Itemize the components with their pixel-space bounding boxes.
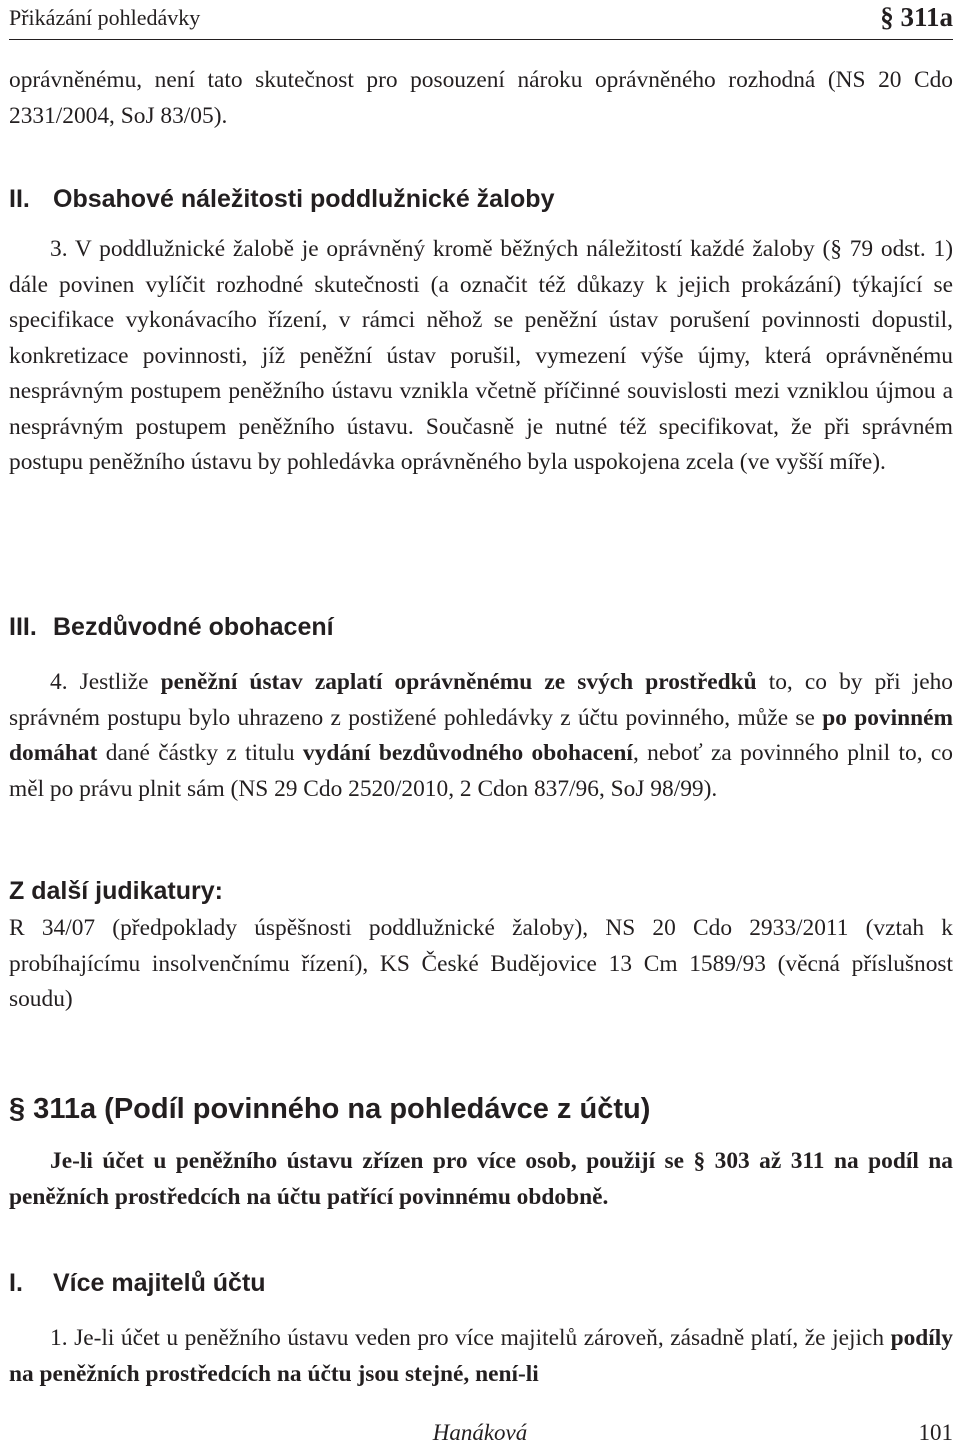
paragraph-3: 3. V poddlužnické žalobě je oprávněný kromě běžných náležitostí každé žaloby (§ 79 odst. 1) dále povinen vylíčit rozhodné skutečnosti (a označit též důkazy k jejich prokázání) týkající se specifikace vykonávacího řízení, v rámci něhož se peněžní ústav porušení povinnosti dopustil, konkretizace povinnosti, jíž peněžní ústav porušil, vymezení výše újmy, která oprávněnému nesprávným postupem peněžního ústavu vznikla včetně příčinné souvislosti mezi vzniklou újmou a nesprávným postupem peněžního ústavu. Současně je nutné též specifikovat, že při správném postupu peněžního ústavu by pohledávka oprávněného byla uspokojena zcela (ve vyšší míře). [9, 236, 953, 475]
section-heading-i [9, 1267, 953, 1299]
running-head-section: § 311a [880, 2, 953, 32]
para-4-emphasis: peněžní ústav zaplatí oprávněnému ze svých prostředků [160, 669, 757, 695]
para-4-text: to, co by při jeho správném postupu bylo uhrazeno z postižené pohledávky z účtu povinného, může se [9, 669, 953, 731]
paragraph-4 [9, 665, 953, 807]
section-title: Více majitelů účtu [53, 1269, 266, 1297]
section-title: Bezdůvodné obohacení [53, 613, 334, 641]
para-4-text: dané částky z titulu [97, 740, 303, 766]
footer-author: Hanáková [432, 1420, 528, 1445]
section-title: Obsahové náležitosti poddlužnické žaloby [53, 185, 555, 213]
paragraph-1 [9, 1321, 953, 1392]
page-number: 101 [918, 1420, 953, 1445]
section-heading-iii [9, 611, 953, 643]
para-4-emphasis: po povinném domáhat [9, 704, 953, 766]
para-4-text: 4. Jestliže [50, 669, 161, 695]
section-number: I. [9, 1269, 23, 1297]
running-head-title: Přikázání pohledávky [9, 5, 201, 30]
section-number: II. [9, 185, 30, 213]
para-4-emphasis: vydání bezdůvodného obohacení [302, 740, 633, 766]
section-311a-heading: § 311a (Podíl povinného na pohledávce z účtu) [9, 1093, 651, 1125]
para-1-emphasis: podíly na peněžních prostředcích na účtu jsou stejné, není-li [9, 1325, 953, 1387]
section-heading-ii [9, 183, 953, 215]
section-number: III. [9, 613, 37, 641]
law-text: Je-li účet u peněžního ústavu zřízen pro více osob, použijí se § 303 až 311 na podíl na peněžních prostředcích na účtu patřící povinnému obdobně. [9, 1148, 953, 1210]
para-1-text: 1. Je-li účet u peněžního ústavu veden pro více majitelů zároveň, zásadně platí, že jejich [50, 1325, 891, 1351]
judikatura-heading: Z další judikatury: [9, 877, 223, 905]
judikatura-text: R 34/07 (předpoklady úspěšnosti poddlužnické žaloby), NS 20 Cdo 2933/2011 (vztah k probíhajícímu insolvenčnímu řízení), KS České Budějovice 13 Cm 1589/93 (věcná příslušnost soudu) [9, 915, 953, 1012]
running-head [9, 2, 953, 38]
para-4-text: , neboť za povinného plnil to, co měl po právu plnit sám (NS 29 Cdo 2520/2010, 2 Cdon 837/96, SoJ 98/99). [9, 740, 953, 802]
header-rule [9, 39, 953, 40]
intro-paragraph: oprávněnému, není tato skutečnost pro posouzení nároku oprávněného rozhodná (NS 20 Cdo 2331/2004, SoJ 83/05). [9, 67, 953, 129]
